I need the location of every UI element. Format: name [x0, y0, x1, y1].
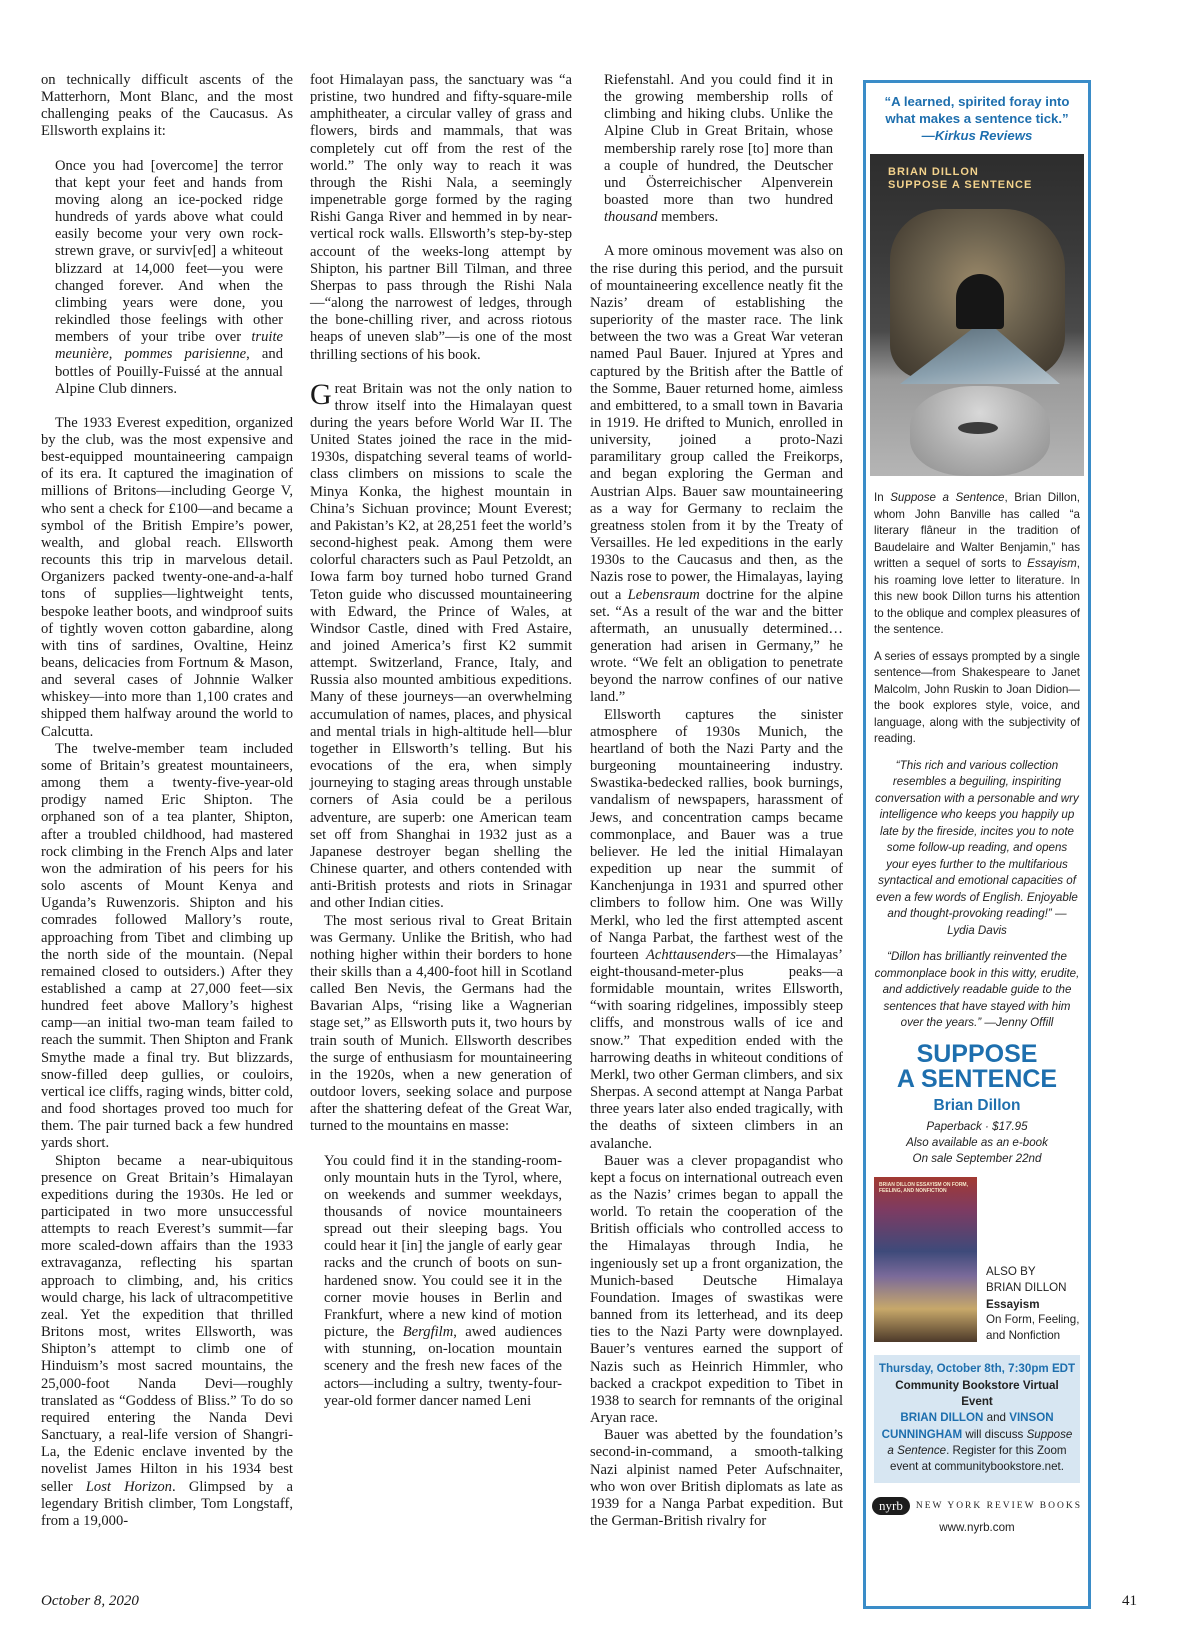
desc-text: In [874, 491, 891, 504]
cover-lips-shape [958, 422, 998, 434]
desc-text: , Brian Dillon, whom John Banville has called “a literary flâneur in the tradition of Baudelaire and Walter Benjamin,” has written a sequel of sorts to [874, 491, 1080, 570]
italic-term: Achttausenders [645, 946, 736, 963]
blurb-jenny-offill: “Dillon has brilliantly reinvented the commonplace book in this witty, erudite, and addictively readable guide to the sentences that have stayed with him over the years.” —Jenny Offill [874, 950, 1080, 1029]
paragraph-text: doctrine for the alpine set. “As a result of the war and the bitter aftermath, an unusually determined…generation had arisen in Germany,” he wrote. “We felt an obligation to penetrate beyond the narrow confines of our native land.” [590, 586, 843, 706]
paragraph [590, 243, 843, 706]
cover-title: SUPPOSE A SENTENCE [888, 179, 1033, 191]
block-quote-continued [604, 72, 833, 226]
ad-book-title [866, 1039, 1088, 1093]
title-line: A SENTENCE [896, 1064, 1058, 1093]
paragraph-text: A more ominous movement was also on the rise during this period, and the pursuit of mountaineering excellence neatly fit the Nazis’ dream of establishing the superiority of the master race. The link between the two was a Great War veteran named Paul Bauer. Injured at Ypres and captured by the British after the Battle of the Somme, Bauer returned home, aimless and embittered, to a small town in Bavaria in 1919. He drifted to Munich, enrolled in university, joined a proto-Nazi paramilitary group called the Freikorps, and began exploring the German and Austrian Alps. Bauer saw mountaineering as a way for Germany to reclaim the greatness stolen from it by the Treaty of Versailles. He led expeditions in the early 1930s to the Caucasus and then, as the Nazis rose to power, the Himalayas, laying out a [590, 243, 843, 603]
event-person: BRIAN DILLON [900, 1411, 984, 1425]
section-paragraph [310, 377, 572, 913]
paragraph: The most serious rival to Great Britain was Germany. Unlike the British, who had nothing higher within their borders to hone their skills than a 4,400-foot hill in Scotland called Ben Nevis, the Germans had the Bavarian Alps, “rising like a Wagnerian stage set,” as Ellsworth puts it, two hours by train south of Munich. Ellsworth describes the surge of enthusiasm for mountaineering in the 1920s, when a new generation of outdoor lovers, seeking solace and purpose after the shattering defeat of the Great War, turned to the mountains en masse: [310, 912, 572, 1135]
also-subtitle: and Nonfiction [986, 1328, 1061, 1342]
paragraph-text: —the Himalayas’ eight-thousand-meter-plus peaks—a formidable mountain, writes Ellsworth, “with soaring ridgelines, impossibly steep cliffs, and monstrous walls of ice and snow.” That expedition ended with the harrowing deaths in whiteout conditions of Merkl, two other German climbers, and six Sherpas. A second attempt at Nanga Parbat three years later also ended tragically, with the deaths of sixteen climbers in an avalanche. [590, 946, 843, 1152]
italic-term: Lebensraum [627, 586, 700, 603]
also-title: Essayism [986, 1297, 1040, 1311]
logo-badge: nyrb [872, 1497, 910, 1515]
also-label: BRIAN DILLON [986, 1280, 1067, 1294]
quote-paragraph [324, 1153, 562, 1410]
paragraph: foot Himalayan pass, the sanctuary was “a pristine, two hundred and fifty-square-mile amphitheater, a circular valley of grass and flowers, birds and mammals, that was completely cut off from the rest of the world.” The only way to reach it was through the Rishi Nala, a seemingly impenetrable gorge formed by the raging Rishi Ganga River and hemmed in by near-vertical rock walls. Ellsworth’s step-by-step account of the weeks-long attempt by Shipton, his partner Bill Tilman, and three Sherpas to pass through the Rishi Nala—“along the narrowest of ledges, through the bone-chilling river, and across riotous heaps of uneven slab”—is one of the most thrilling sections of his book. [310, 72, 572, 363]
sale-date: On sale September 22nd [912, 1152, 1042, 1166]
desc-italic: Essayism [1027, 557, 1077, 570]
quote-paragraph [604, 72, 833, 226]
desc-text: , his roaming love letter to literature. In this new book Dillon turns his attention to the oblique and complex pleasures of the sentence. [874, 557, 1080, 636]
event-box [874, 1355, 1080, 1483]
block-quote [55, 158, 283, 398]
book-advertisement [863, 80, 1091, 1609]
logo-name: NEW YORK REVIEW BOOKS [915, 1501, 1082, 1512]
ad-author: Brian Dillon [933, 1096, 1021, 1114]
paragraph: The twelve-member team included some of Britain’s greatest mountaineers, among them a twenty-five-year-old prodigy named Eric Shipton. The orphaned son of a tea planter, Shipton, after a troubled childhood, had mastered rock climbing in the French Alps and later won the admiration of his peers for his solo ascents of Mount Kenya and Uganda’s Ruwenzoris. Shipton and his comrades followed Mallory’s route, approaching from Tibet and climbing up the north side of the mountain. (Nepal remained closed to outsiders.) After they established a camp at 27,000 feet—six hundred feet above Mallory’s highest camp—an initial two-man team failed to reach the summit. Then Shipton and Frank Smythe made a final try. But blizzards, snow-filled deep gullies, or couloirs, vertical ice cliffs, raging winds, bitter cold, and food shortages proved too much for them. The pair turned back a few hundred yards short. [41, 740, 293, 1152]
ad-description-2: A series of essays prompted by a single sentence—from Shakespeare to Janet Malcolm, John Ruskin to Joan Didion—the book explores style, voice, and language, along with the subjectivity of reading. [874, 649, 1080, 745]
also-subtitle: On Form, Feeling, [986, 1313, 1080, 1327]
book-title: Lost Horizon [85, 1478, 172, 1495]
quote-text: , and bottles of Pouilly-Fuissé at the annual Alpine Club dinners. [55, 346, 283, 397]
event-person: VINSON CUNNINGHAM [881, 1411, 1054, 1441]
event-description [878, 1410, 1076, 1475]
nyrb-logo [866, 1497, 1088, 1515]
book-cover-image [870, 154, 1084, 476]
ebook-note: Also available as an e-book [906, 1135, 1048, 1149]
quote-text: , [108, 346, 125, 363]
paragraph: The 1933 Everest expedition, organized by the club, was the most expensive and best-equipped mountaineering campaign of its era. It captured the imagination of millions of Britons—including George V, who sent a check for £100—and became a symbol of the British Empire’s power, wealth, and global reach. Ellsworth recounts this trip in marvelous detail. Organizers packed twenty-one-and-a-half tons of supplies—lightweight tents, bespoke leather boots, and windproof suits of tightly woven cotton gabardine, along with tins of sardines, Ovaltine, Heinz beans, delicacies from Fortnum & Mason, and several cases of Johnnie Walker whiskey—into more than 1,100 crates and shipped them halfway around the world to Calcutta. [41, 414, 293, 740]
block-quote [324, 1153, 562, 1410]
price-format: Paperback · $17.95 [926, 1119, 1028, 1133]
page-number: 41 [1122, 1593, 1137, 1609]
also-label: ALSO BY [986, 1265, 1036, 1279]
drop-cap: G [310, 377, 332, 411]
article-column-2 [310, 72, 572, 1427]
event-name: Community Bookstore Virtual Event [895, 1378, 1059, 1408]
quote-text: , awed audiences with stunning, on-location mountain scenery and the fresh new faces of the actors—including a sultry, twenty-four-year-old former dancer named Leni [324, 1324, 562, 1409]
publisher-url: www.nyrb.com [939, 1521, 1015, 1535]
quote-italic: thousand [604, 209, 658, 226]
quote-text: You could find it in the standing-room-only mountain huts in the Tyrol, where, on weekends and summer weekdays, thousands of novice mountaineers spread out their sleeping bags. You could hear it [in] the jangle of early gear racks and the crunch of boots on sun-hardened snow. You could see it in the corner movie houses in Berlin and Frankfurt, where a new kind of motion picture, the [324, 1152, 562, 1341]
event-text: and [983, 1411, 1010, 1425]
quote-italic: Bergfilm [402, 1324, 454, 1341]
quote-italic: truite meunière [55, 329, 283, 363]
paragraph-text: reat Britain was not the only nation to throw itself into the Himalayan quest during the years before World War II. The United States joined the race in the mid-1930s, dispatching several teams of world-class climbers on missions to scale the Minya Konka, the highest mountain in China’s Sichuan province; Mount Everest; and Pakistan’s K2, at 28,251 feet the world’s second-highest peak. Among them were colorful characters such as Paul Petzoldt, an Iowa farm boy turned hobo turned Grand Teton guide who discussed mountaineering with Edward, the Prince of Wales, at Windsor Castle, dined with Fred Astaire, and joined America’s first K2 summit attempt. Switzerland, France, Italy, and Russia also mounted ambitious expeditions. Many of these journeys—an overwhelming accumulation of names, places, and physical and mental trials in high-altitude hell—blur together in Ellsworth’s telling. But his evocations of the era, when simply journeying to staging areas through unstable corners of Asia could be a perilous adventure, are superb: one American team set off from Shanghai in 1932 just as a Japanese destroyer began shelling the Chinese quarter, and others contended with anti-British protests and riots in Srinagar and other Indian cities. [310, 380, 572, 912]
essayism-cover-image [874, 1177, 977, 1342]
also-by-text [986, 1264, 1079, 1342]
quote-paragraph [55, 158, 283, 398]
paragraph-text: Ellsworth captures the sinister atmosphere of 1930s Munich, the heartland of both the Nazi Party and the burgeoning mountaineering industry. Swastika-bedecked rallies, book burnings, vandalism of newspapers, harassment of Jews, and concentration camps became commonplace, and Bauer was a true believer. He led the initial Himalayan expedition up near the summit of Kanchenjunga in 1931 and spurred other climbers to follow him. One was Willy Merkl, who led the first attempted ascent of Nanga Parbat, the farthest west of the fourteen [590, 706, 843, 963]
paragraph-text: Shipton became a near-ubiquitous presence on Great Britain’s Himalayan expeditions during the 1930s. He led or participated in two more unsuccessful attempts to reach Everest’s summit—far more scaled-down affairs than the 1933 extravaganza, reflecting his spartan approach to climbing, and, his critics would charge, his lack of ultracompetitive zeal. Yet the expedition that thrilled Britons most, writes Ellsworth, was Shipton’s attempt to climb one of Hinduism’s most sacred mountains, the 25,000-foot Nanda Devi—roughly translated as “Goddess of Bliss.” To do so required entering the Nanda Devi Sanctuary, a real-life version of Shangri-La, the Edenic enclave invented by the novelist James Hilton in his 1934 best seller [41, 1152, 293, 1495]
event-date: Thursday, October 8th, 7:30pm EDT [878, 1362, 1076, 1376]
desc-italic: Suppose a Sentence [890, 491, 1005, 504]
paragraph [590, 707, 843, 1153]
quote-italic: pommes parisienne [124, 346, 247, 363]
paragraph: Bauer was abetted by the foundation’s second-in-command, a smooth-talking Nazi alpinist named Peter Aufschnaiter, who won over British diplomats as late as 1939 for a Nanga Parbat expedition. But the German-British rivalry for [590, 1427, 843, 1529]
quote-text: Once you had [overcome] the terror that kept your feet and hands from moving along an ice-pocked ridge hundreds of yards above what could easily become your very own rock-strewn grave, or surviv[ed] a whiteout blizzard at 14,000 feet—you were changed forever. And when the climbing years were done, you rekindled those feelings with other members of your tribe over [55, 157, 283, 346]
paragraph: Bauer was a clever propagandist who kept a focus on international outreach even as the Nazis’ crimes began to appall the world. To retain the cooperation of the British officials who controlled access to the Himalayas through India, he ingeniously set up a front organization, the Munich-based Deutsche Himalaya Foundation. Images of swastikas were banned from its letterhead, and its deep ties to the Nazi Party were downplayed. Bauer’s ventures earned the support of Nazis such as Heinrich Himmler, who backed a crackpot expedition to Tibet in 1938 to search for remnants of the original Aryan race. [590, 1152, 843, 1427]
paragraph [41, 1153, 293, 1530]
event-text: will discuss [962, 1427, 1027, 1441]
paragraph-text: . Glimpsed by a legendary British climber, Tom Longstaff, from a 19,000- [41, 1478, 294, 1529]
cover-author: BRIAN DILLON [888, 166, 979, 178]
quote-source: —Kirkus Reviews [921, 128, 1033, 143]
article-column-3 [590, 72, 843, 1530]
ad-description-1 [874, 490, 1080, 639]
title-line: SUPPOSE [916, 1039, 1038, 1068]
footer-date: October 8, 2020 [41, 1593, 139, 1609]
event-italic: Suppose a Sentence [887, 1427, 1073, 1457]
quote-text: members. [657, 209, 719, 226]
quote-text: Riefenstahl. And you could find it in the growing membership rolls of climbing and hiking clubs. Unlike the Alpine Club in Great Britain, whose membership rarely rose [to] more than a couple of hundred, the Deutscher und Österreichischer Alpenverein boasted more than two hundred [604, 72, 833, 209]
blurb-lydia-davis: “This rich and various collection resembles a beguiling, inspiriting conversation with a personable and wry intelligence who keeps you happily up late by the fireside, incites you to note some follow-up reading, and opens your eyes further to the multifarious syntactical and emotional capacities of even a few words of English. Enjoyable and thought-provoking reading!” —Lydia Davis [875, 758, 1079, 937]
also-by-section [874, 1177, 1088, 1347]
kirkus-quote: “A learned, spirited foray into what makes a sentence tick.” [884, 94, 1070, 126]
event-text: . Register for this Zoom event at communitybookstore.net. [890, 1443, 1067, 1474]
paragraph: on technically difficult ascents of the Matterhorn, Mont Blanc, and the most challenging peaks of the Caucasus. As Ellsworth explains it: [41, 72, 293, 140]
ad-headline-quote [872, 93, 1082, 144]
article-column-1 [41, 72, 293, 1530]
mini-cover-text: BRIAN DILLON ESSAYISM ON FORM, FEELING, AND NONFICTION [879, 1182, 968, 1195]
cover-tunnel-shape [956, 274, 1004, 329]
